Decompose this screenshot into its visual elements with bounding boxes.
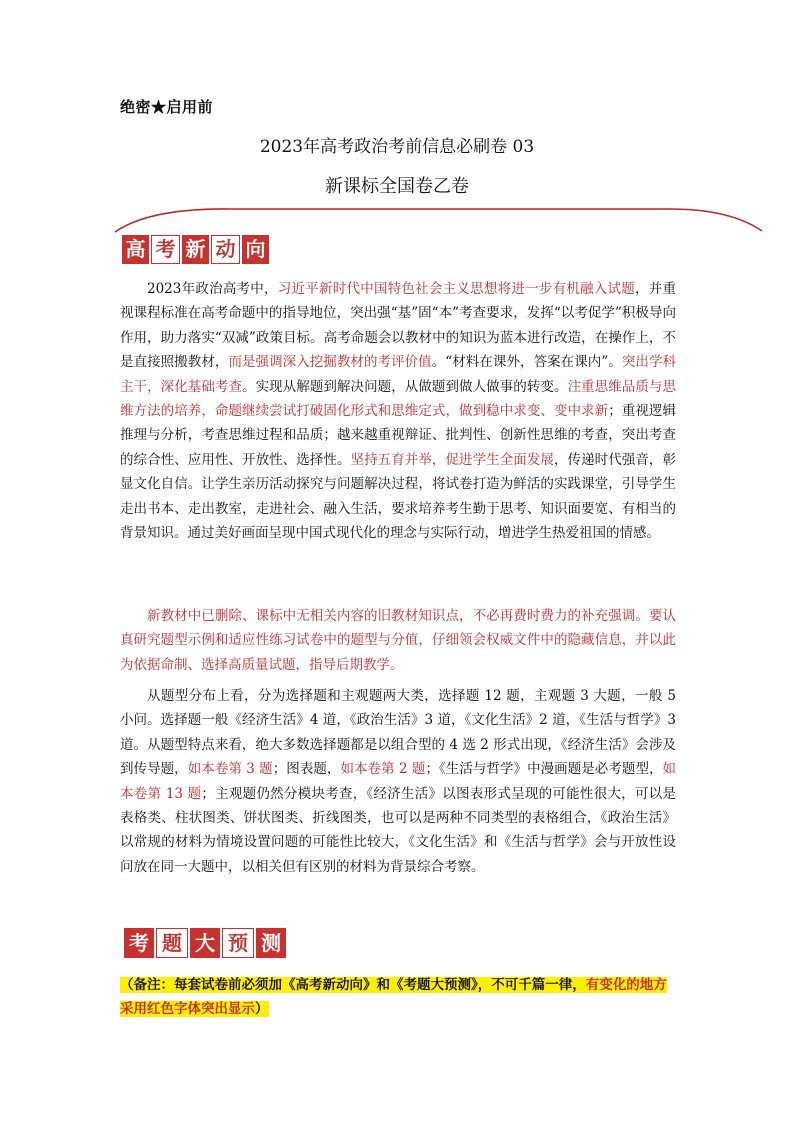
section-badge-predictions	[124, 928, 288, 958]
confidential-label: 绝密★启用前	[120, 98, 214, 116]
badge-char: 考	[124, 928, 154, 958]
highlight-text: 如本卷第 13 题	[120, 761, 677, 802]
text-run: ，并重视课程标准在高考命题中的指导地位，突出强“基”固“本”考查要求，发挥“以考促学”积极导向作用，助力落实“双减”政策目标。高考命题会以教材中的知识为蓝本进行改造，在操作上，不是直接照搬教材，	[120, 281, 677, 371]
text-run: 。实现从解题到解决问题，从做题到做人做事的转变。	[242, 378, 568, 395]
section-badge-new-trends	[122, 235, 271, 264]
text-run: 。“材料在课外，答案在课内”。	[431, 354, 622, 371]
badge-char: 动	[211, 235, 240, 264]
text-run: 2023年政治高考中，	[147, 281, 278, 297]
note-red-text: 有变化的地方采用红色字体突出显示	[120, 977, 667, 1017]
badge-char: 题	[156, 928, 188, 958]
highlight-text: 习近平新时代中国特色社会主义思想将进一步有机融入试题	[277, 281, 636, 297]
exam-subtitle: 新课标全国卷乙卷	[325, 176, 469, 197]
note-text: （备注：每套试卷前必须加《高考新动向》和《考题大预测》，不可千篇一律，	[120, 977, 586, 993]
decorative-arc	[110, 205, 770, 235]
badge-char: 大	[190, 928, 220, 958]
text-run: ；《生活与哲学》中漫画题是必考题型，	[425, 761, 663, 778]
paragraph-overview	[120, 277, 676, 545]
badge-char: 预	[222, 928, 254, 958]
text-run: ，传递时代强音，彰显文化自信。让学生亲历活动探究与问题解决过程，将试卷打造为鲜活的实践课堂，引导学生走出书本、走出教室，走进社会、融入生活，要求培养考生勤于思考、知识面要宽、有相当的背景知识。通过美好画面呈现中国式现代化的理念与实际行动，增进学生热爱祖国的情感。	[120, 451, 676, 542]
highlight-text: 注重思维品质与思维方法的培养，命题继续尝试打破固化形式和思维定式，做到稳中求变、变中求新	[120, 378, 676, 420]
paragraph-new-textbook: 新教材中已删除、课标中无相关内容的旧教材知识点，不必再费时费力的补充强调。要认真研究题型示例和适应性练习试卷中的题型与分值，仔细领会权威文件中的隐藏信息，并以此为依据命制、选择高质量试题，指导后期教学。	[120, 608, 676, 673]
text-run: 从题型分布上看，分为选择题和主观题两大类，选择题 12 题，主观题 3 大题，一般 5 小问。选择题一般《经济生活》4 道，《政治生活》3 道，《文化生活》2 道，《生活与哲学》3 道。从题型特点来看，绝大多数选择题都是以组合型的 4 选 2 形式出现，《经济生活》会涉及到传导题，	[120, 688, 676, 778]
badge-char: 高	[122, 235, 149, 264]
text-run: ；重视逻辑推理与分析，考查思维过程和品质；越来越重视辩证、批判性、创新性思维的考查，突出考查的综合性、应用性、开放性、选择性。	[120, 403, 676, 468]
paragraph-question-types	[120, 684, 676, 879]
badge-char: 新	[182, 235, 209, 264]
highlight-text: 突出学科主干，深化基础考查	[120, 354, 677, 395]
highlight-text: 坚持五育并举，促进学生全面发展	[350, 451, 554, 468]
exam-title: 2023年高考政治考前信息必刷卷 03	[259, 137, 535, 157]
badge-char: 测	[256, 928, 286, 958]
remark-note	[120, 973, 678, 1021]
text-run: ；图表题，	[272, 761, 341, 778]
text-run: ；主观题仍然分模块考查，《经济生活》以图表形式呈现的可能性很大，可以是表格类、柱状图类、饼状图类、折线图类，也可以是两种不同类型的表格组合，《政治生活》以常规的材料为情境设置问题的可能性比较大，《文化生活》和《生活与哲学》会与开放性设问放在同一大题中，以相关但有区别的材料为背景综合考察。	[120, 785, 677, 875]
highlight-text: 而是强调深入挖掘教材的考评价值	[228, 354, 432, 371]
badge-char: 向	[242, 235, 269, 264]
highlight-text: 如本卷第 2 题	[340, 761, 426, 778]
highlight-text: 如本卷第 3 题	[187, 761, 273, 778]
badge-char: 考	[151, 235, 180, 264]
note-text: ）	[255, 1001, 269, 1017]
